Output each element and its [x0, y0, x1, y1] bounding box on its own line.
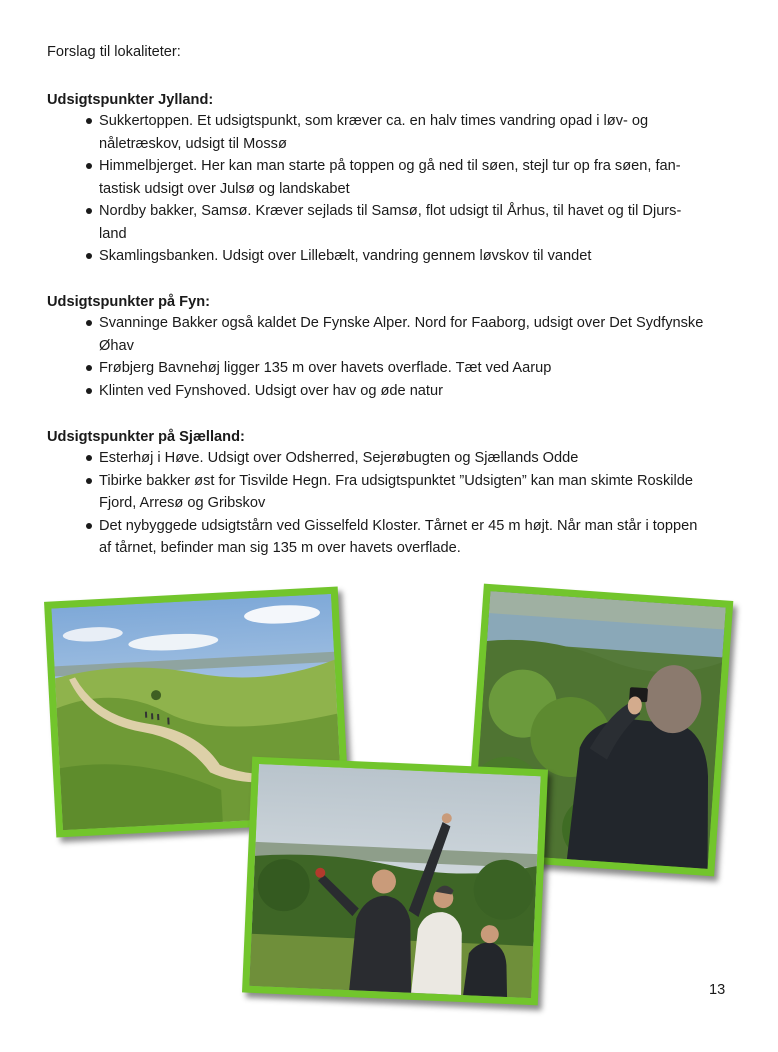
list-item: Svanninge Bakker også kaldet De Fynske Alper. Nord for Faaborg, udsigt over Det Sydfynske Øhav — [99, 312, 737, 357]
bullet-list — [47, 447, 737, 560]
list-item: Sukkertoppen. Et udsigtspunkt, som kræver ca. en halv times vandring opad i løv- og nåletræskov, udsigt til Mossø — [99, 110, 737, 155]
page-number: 13 — [709, 982, 726, 998]
section-fyn — [47, 292, 737, 402]
list-item: Nordby bakker, Samsø. Kræver sejlads til Samsø, flot udsigt til Århus, til havet og til Djurs- land — [99, 200, 737, 245]
list-item: Skamlingsbanken. Udsigt over Lillebælt, vandring gennem løvskov til vandet — [99, 245, 737, 268]
list-item: Tibirke bakker øst for Tisvilde Hegn. Fra udsigtspunktet ”Udsigten” kan man skimte Roskilde Fjord, Arresø og Gribskov — [99, 470, 737, 515]
list-item: Himmelbjerget. Her kan man starte på toppen og gå ned til søen, stejl tur op fra søen, fan- tastisk udsigt over Julsø og landskabet — [99, 155, 737, 200]
section-heading: Udsigtspunkter på Sjælland: — [47, 429, 245, 445]
section-sjaelland — [47, 427, 737, 560]
bullet-list — [47, 110, 737, 268]
list-item: Det nybyggede udsigtstårn ved Gisselfeld Kloster. Tårnet er 45 m højt. Når man står i toppen af tårnet, befinder man sig 135 m over havets overflade. — [99, 515, 737, 560]
intro-text: Forslag til lokaliteter: — [47, 44, 181, 60]
section-heading: Udsigtspunkter på Fyn: — [47, 294, 210, 310]
section-jylland — [47, 90, 737, 268]
list-item: Frøbjerg Bavnehøj ligger 135 m over havets overflade. Tæt ved Aarup — [99, 357, 737, 380]
photo-group-hilltop — [242, 757, 548, 1006]
section-heading: Udsigtspunkter Jylland: — [47, 92, 214, 108]
list-item: Esterhøj i Høve. Udsigt over Odsherred, Sejerøbugten og Sjællands Odde — [99, 447, 737, 470]
list-item: Klinten ved Fynshoved. Udsigt over hav og øde natur — [99, 380, 737, 403]
bullet-list — [47, 312, 737, 402]
